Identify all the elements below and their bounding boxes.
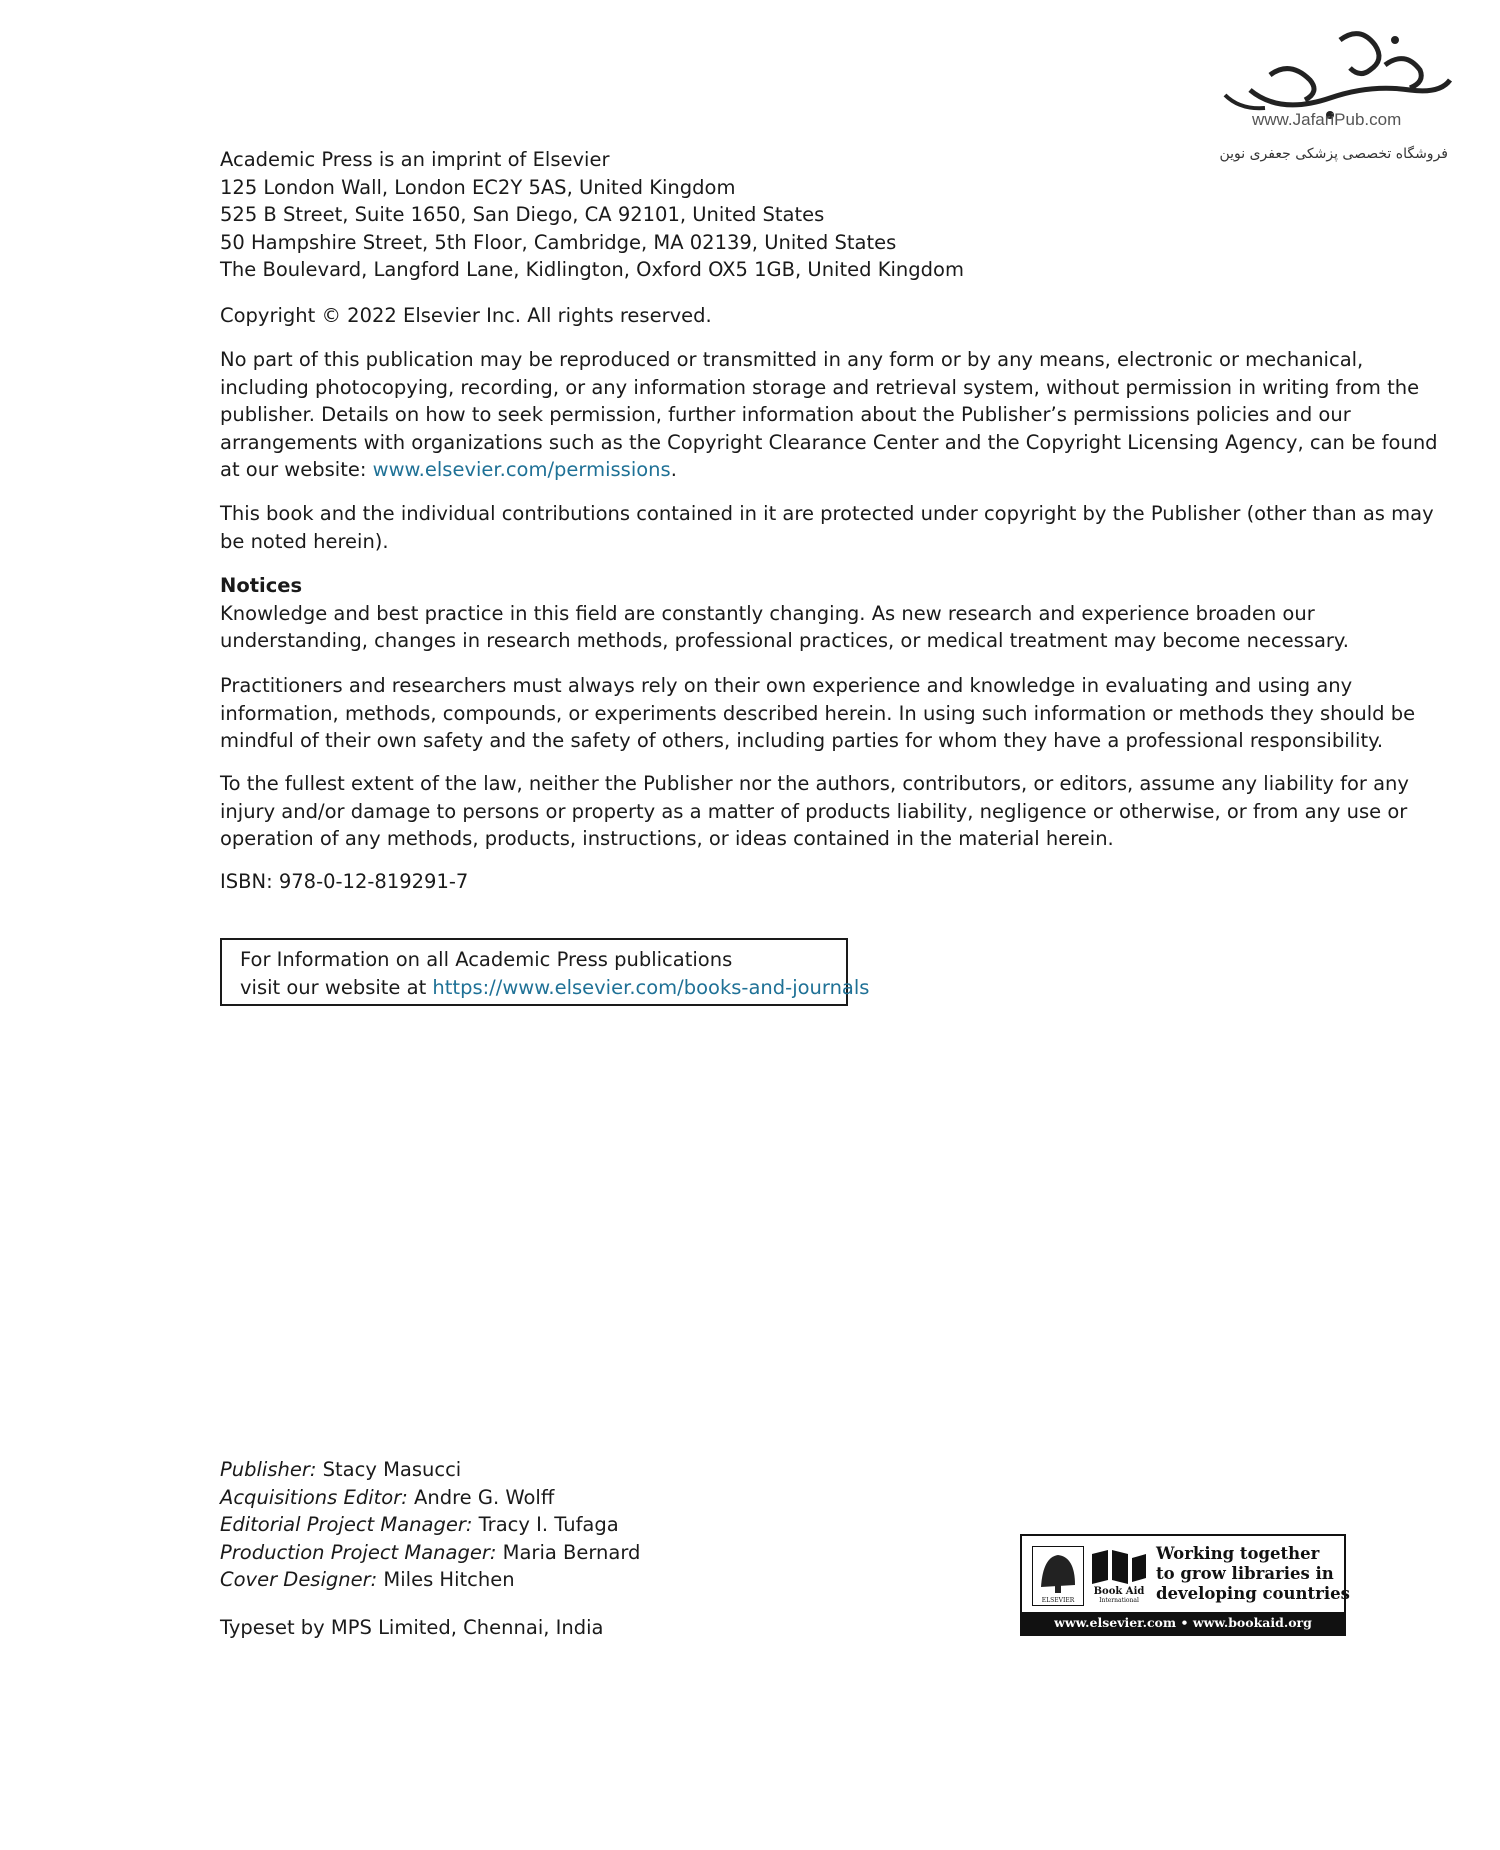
protection-paragraph	[220, 500, 1434, 555]
book-aid-badge	[1020, 1534, 1350, 1636]
copyright-notice	[220, 302, 1350, 330]
isbn-text: ISBN: 978-0-12-819291-7	[220, 870, 469, 893]
permissions-paragraph	[220, 346, 1438, 484]
credit-role: Acquisitions Editor:	[220, 1485, 408, 1509]
credit-role: Production Project Manager:	[220, 1540, 497, 1564]
notices-line: operation of any methods, products, instructions, or ideas contained in the material herein.	[220, 827, 1114, 850]
address-line: Academic Press is an imprint of Elsevier	[220, 148, 610, 171]
permissions-line: publisher. Details on how to seek permission, further information about the Publisher’s permissions policies and our	[220, 403, 1351, 426]
copyright-text: Copyright © 2022 Elsevier Inc. All rights reserved.	[220, 304, 712, 327]
book-aid-slogan	[1156, 1544, 1350, 1604]
elsevier-tree-icon	[1032, 1546, 1084, 1606]
address-line: 125 London Wall, London EC2Y 5AS, United Kingdom	[220, 175, 736, 199]
protection-line: be noted herein).	[220, 529, 389, 553]
permissions-link[interactable]: www.elsevier.com/permissions	[372, 458, 671, 481]
credit-line	[220, 1456, 1350, 1484]
watermark-shop-name: فروشگاه تخصصی پزشکی جعفری نوین	[1219, 146, 1448, 162]
info-box-line	[240, 974, 870, 1002]
elsevier-label: ELSEVIER	[1041, 1597, 1075, 1604]
credit-name: Andre G. Wolff	[414, 1485, 555, 1509]
notices-line: information, methods, compounds, or experiments described herein. In using such information or methods they should be	[220, 701, 1416, 725]
permissions-prefix: at our website:	[220, 458, 373, 481]
info-box	[220, 938, 870, 1006]
notices-line: injury and/or damage to persons or property as a matter of products liability, negligence or otherwise, or from any use or	[220, 799, 1408, 823]
credit-line	[220, 1484, 1350, 1512]
permissions-line-last	[220, 456, 1350, 484]
liability-paragraph	[220, 770, 1409, 853]
isbn	[220, 868, 1350, 896]
credit-name: Tracy I. Tufaga	[478, 1513, 619, 1536]
practitioners-paragraph	[220, 672, 1416, 755]
notices-line: mindful of their own safety and the safety of others, including parties for whom they have a professional responsibility.	[220, 729, 1384, 752]
book-aid-footer: www.elsevier.com • www.bookaid.org	[1022, 1612, 1344, 1634]
book-aid-label: Book Aid	[1093, 1586, 1145, 1597]
notices-line: understanding, changes in research methods, professional practices, or medical treatment may become necessary.	[220, 629, 1349, 652]
watermark-url: www.JafariPub.com	[1252, 110, 1402, 129]
protection-line: This book and the individual contributions contained in it are protected under copyright by the Publisher (other than as may	[220, 502, 1434, 525]
credit-name: Maria Bernard	[502, 1540, 641, 1564]
credit-role: Cover Designer:	[220, 1568, 378, 1591]
typeset-text: Typeset by MPS Limited, Chennai, India	[220, 1616, 604, 1639]
notices-section	[220, 572, 1350, 655]
slogan-line: to grow libraries in	[1156, 1564, 1334, 1583]
info-box-prefix: visit our website at	[240, 975, 433, 999]
address-line: 50 Hampshire Street, 5th Floor, Cambridge, MA 02139, United States	[220, 230, 897, 254]
info-box-line: For Information on all Academic Press publications	[240, 948, 733, 971]
notices-line: To the fullest extent of the law, neither the Publisher nor the authors, contributors, or editors, assume any liability for any	[220, 772, 1409, 795]
book-aid-sublabel: International	[1099, 1597, 1139, 1604]
permissions-suffix: .	[670, 458, 677, 481]
permissions-line: including photocopying, recording, or any information storage and retrieval system, without permission in writing from the	[220, 375, 1420, 399]
notices-line: Knowledge and best practice in this field are constantly changing. As new research and experience broaden our	[220, 601, 1315, 625]
notices-line: Practitioners and researchers must always rely on their own experience and knowledge in evaluating and using any	[220, 674, 1353, 697]
publisher-address	[220, 146, 1350, 284]
credit-role: Publisher:	[220, 1458, 317, 1481]
address-line: The Boulevard, Langford Lane, Kidlington, Oxford OX5 1GB, United Kingdom	[220, 258, 964, 281]
credit-name: Miles Hitchen	[383, 1568, 515, 1591]
notices-heading: Notices	[220, 574, 303, 597]
slogan-line: developing countries	[1156, 1584, 1350, 1603]
books-journals-link[interactable]: https://www.elsevier.com/books-and-journals	[432, 975, 870, 999]
address-line: 525 B Street, Suite 1650, San Diego, CA 92101, United States	[220, 203, 825, 226]
credit-role: Editorial Project Manager:	[220, 1513, 473, 1536]
book-aid-icon	[1088, 1546, 1150, 1604]
permissions-line: No part of this publication may be reproduced or transmitted in any form or by any means, electronic or mechanical,	[220, 348, 1364, 371]
credit-name: Stacy Masucci	[322, 1458, 462, 1481]
slogan-line: Working together	[1156, 1544, 1320, 1563]
permissions-line: arrangements with organizations such as the Copyright Clearance Center and the Copyright Licensing Agency, can be found	[220, 430, 1438, 454]
